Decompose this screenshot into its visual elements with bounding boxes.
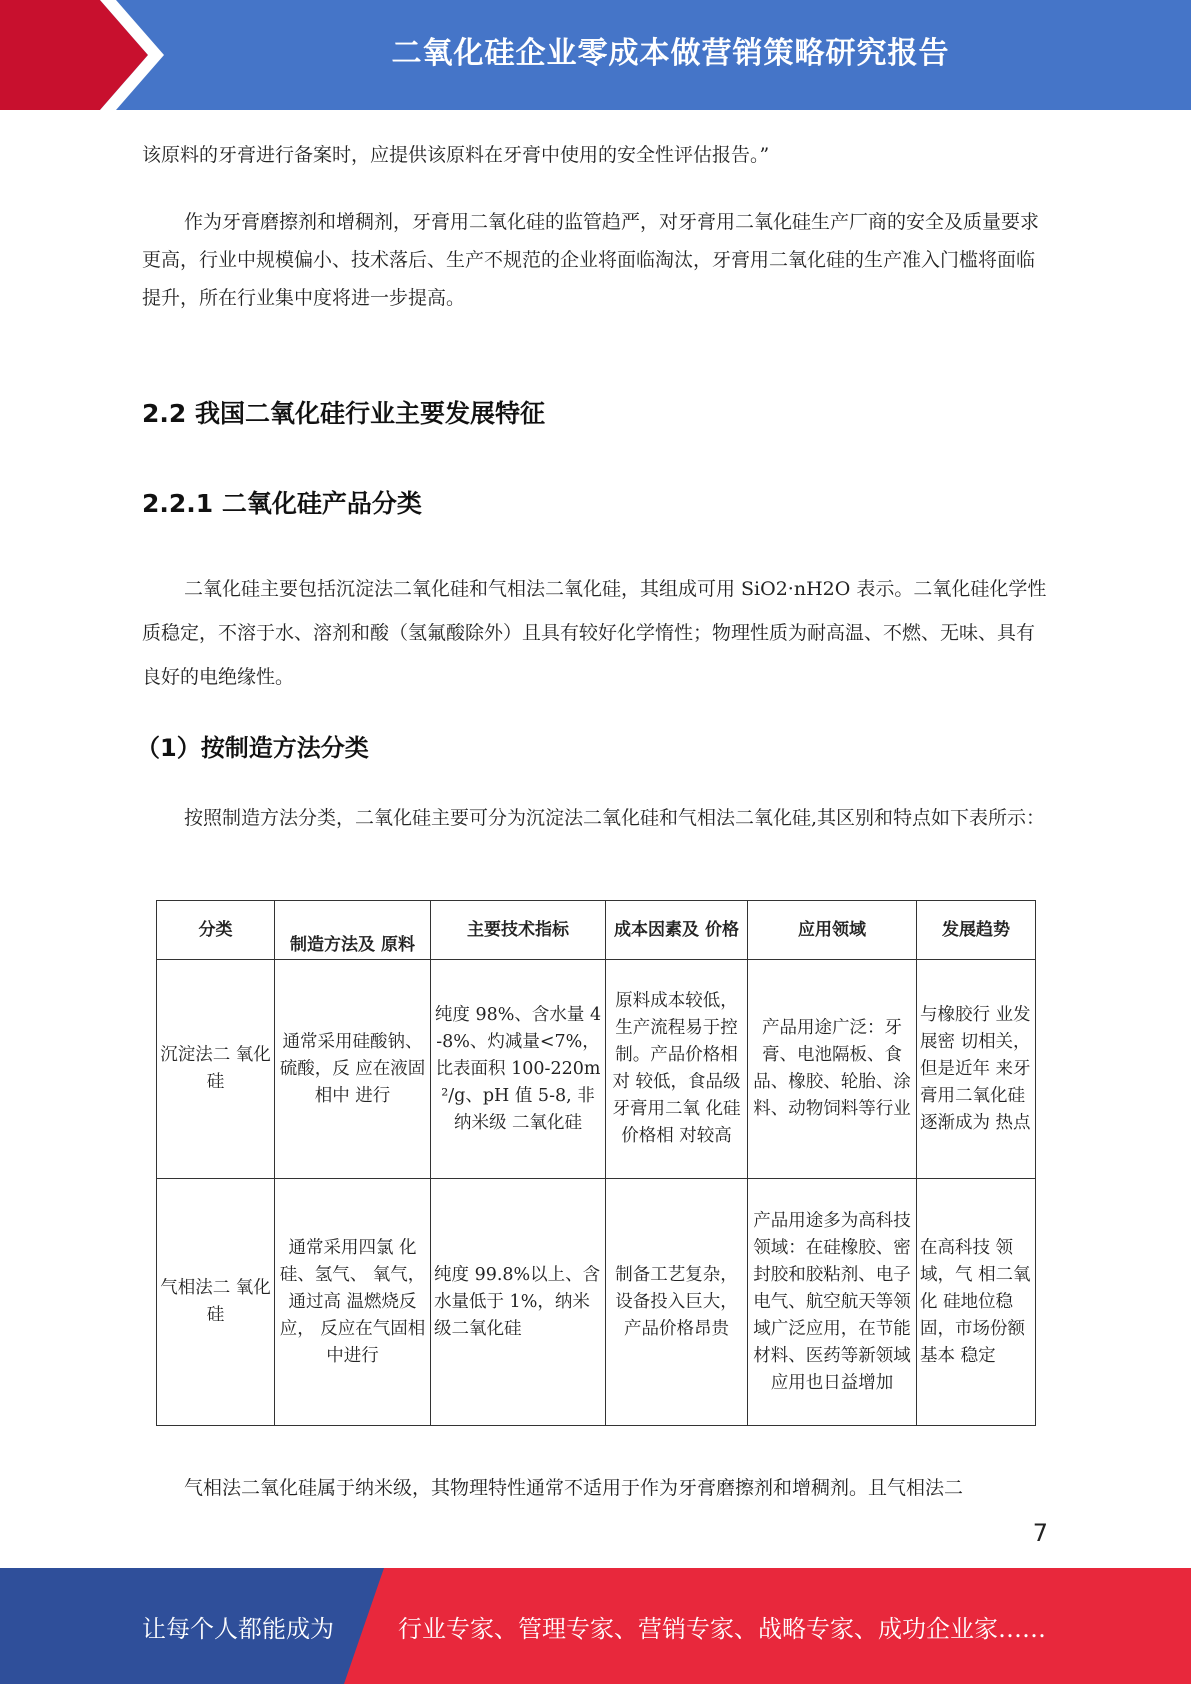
table-header-cell: 制造方法及 原料: [275, 901, 431, 960]
table-cell: 制备工艺复杂，设备投入巨大，产品价格昂贵: [606, 1179, 748, 1426]
footer-slogan-left: 让每个人都能成为: [142, 1614, 334, 1643]
heading-2-2-1: 2.2.1 二氧化硅产品分类: [142, 489, 422, 518]
header-title: 二氧化硅企业零成本做营销策略研究报告: [391, 36, 950, 71]
table-cell: 气相法二 氧化硅: [157, 1179, 275, 1426]
table-cell: 与橡胶行 业发展密 切相关， 但是近年 来牙膏用二氧化硅 逐渐成为 热点: [917, 960, 1036, 1179]
table-cell: 产品用途广泛：牙膏、电池隔板、食品、橡胶、轮胎、涂料、动物饲料等行业: [748, 960, 917, 1179]
paragraph-bottom: 气相法二氧化硅属于纳米级，其物理特性通常不适用于作为牙膏磨擦剂和增稠剂。且气相法二: [184, 1477, 964, 1499]
table-header-row: [157, 901, 1036, 960]
heading-method: （1）按制造方法分类: [136, 734, 369, 762]
table-cell: 纯度 98%、含水量 4-8%、灼减量<7%，比表面积 100-220m²/g、pH 值 5-8, 非纳米级 二氧化硅: [431, 960, 606, 1179]
paragraph-method: 按照制造方法分类，二氧化硅主要可分为沉淀法二氧化硅和气相法二氧化硅,其区别和特点如下表所示：: [184, 807, 1046, 829]
table-cell: 纯度 99.8%以上、含水量低于 1%，纳米级二氧化硅: [431, 1179, 606, 1426]
footer-slogan-right: 行业专家、管理专家、营销专家、战略专家、成功企业家……: [398, 1614, 1046, 1643]
heading-2-2: 2.2 我国二氧化硅行业主要发展特征: [142, 399, 545, 428]
table-header-cell: 主要技术指标: [431, 901, 606, 960]
table-header-cell: 发展趋势: [917, 901, 1036, 960]
table-header-cell: 分类: [157, 901, 275, 960]
table-cell: 通常采用硅酸钠、硫酸，反 应在液固相中 进行: [275, 960, 431, 1179]
page-footer: [0, 1568, 1191, 1684]
table-cell: 沉淀法二 氧化硅: [157, 960, 275, 1179]
table-cell: 在高科技 领域，气 相二氧化 硅地位稳 固，市场份额基本 稳定: [917, 1179, 1036, 1426]
classification-table: [156, 900, 1036, 1426]
paragraph-intro: 二氧化硅主要包括沉淀法二氧化硅和气相法二氧化硅，其组成可用 SiO2·nH2O 表示。二氧化硅化学性质稳定，不溶于水、溶剂和酸（氢氟酸除外）且具有较好化学惰性；物理性质为耐高温、不燃、无味、具有良好的电绝缘性。: [142, 578, 1047, 688]
table-header-cell: 应用领域: [748, 901, 917, 960]
paragraph-top: 该原料的牙膏进行备案时，应提供该原料在牙膏中使用的安全性评估报告。”: [142, 144, 770, 166]
page-header: [0, 0, 1191, 110]
table-cell: 原料成本较低，生产流程易于控制。产品价格相对 较低，食品级牙膏用二氧 化硅价格相 对较高: [606, 960, 748, 1179]
paragraph-regulation: 作为牙膏磨擦剂和增稠剂，牙膏用二氧化硅的监管趋严，对牙膏用二氧化硅生产厂商的安全及质量要求更高，行业中规模偏小、技术落后、生产不规范的企业将面临淘汰，牙膏用二氧化硅的生产准入门槛将面临提升，所在行业集中度将进一步提高。: [142, 211, 1040, 309]
table-row: [157, 1179, 1036, 1426]
page-number: 7: [1032, 1519, 1048, 1547]
table-header-cell: 成本因素及 价格: [606, 901, 748, 960]
table-row: [157, 960, 1036, 1179]
table-cell: 产品用途多为高科技领域：在硅橡胶、密封胶和胶粘剂、电子电气、航空航天等领域广泛应用，在节能材料、医药等新领域应用也日益增加: [748, 1179, 917, 1426]
table-cell: 通常采用四氯 化硅、氢气、 氧气，通过高 温燃烧反应， 反应在气固相 中进行: [275, 1179, 431, 1426]
